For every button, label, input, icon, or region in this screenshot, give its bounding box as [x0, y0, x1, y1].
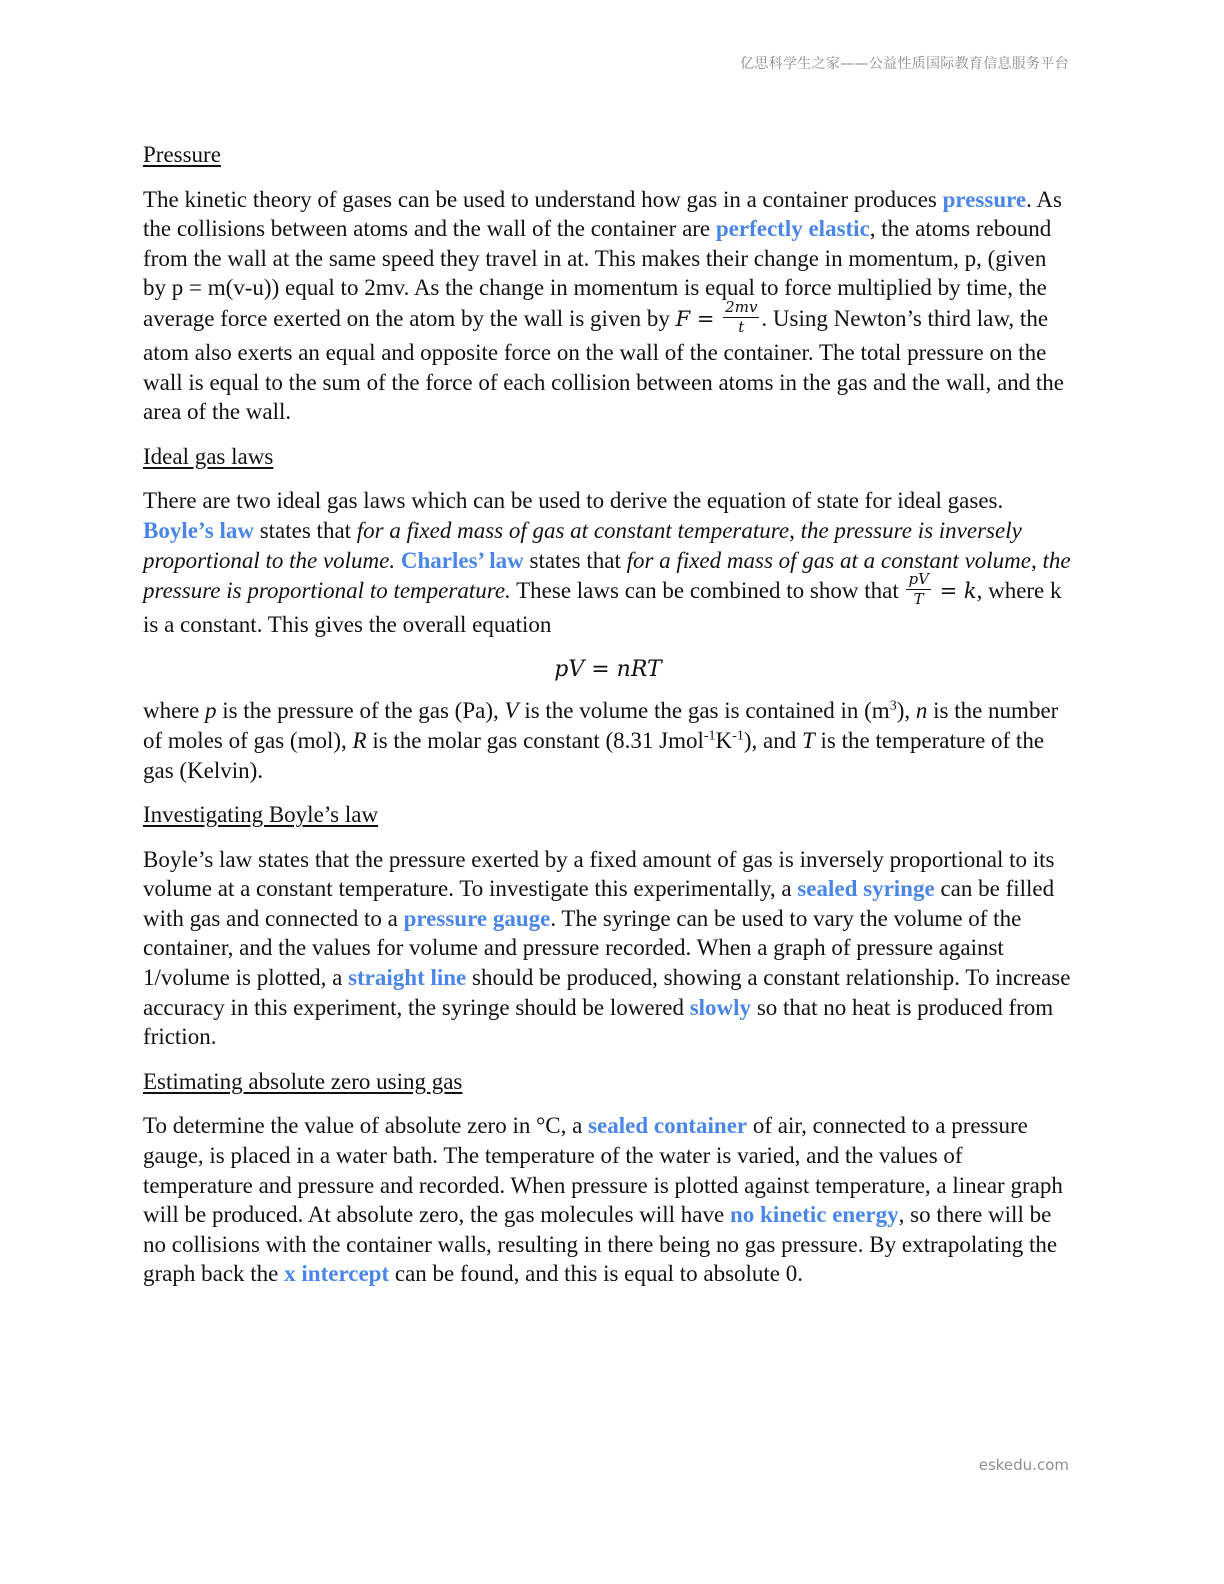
heading-pressure: Pressure: [143, 142, 221, 167]
keyword-charles-law: Charles’ law: [400, 547, 524, 573]
force-equation-lhs: F =: [675, 306, 722, 331]
keyword-x-intercept: x intercept: [284, 1261, 390, 1287]
keyword-sealed-syringe: sealed syringe: [797, 876, 935, 902]
keyword-boyles-law: Boyle’s law: [143, 517, 254, 543]
document-body: [143, 140, 1073, 1304]
paragraph-variables: where p is the pressure of the gas (Pa), V is the volume the gas is contained in $(m^3)$, n is the number of moles of gas (mol), R is the molar gas constant (8.31 $Jmol^{-1}K^{-1}$), and T is the temperature of the gas (Kelvin).: [143, 698, 1059, 783]
paragraph-pressure: The kinetic theory of gases can be used to understand how gas in a container produces pressure. As the collisions between atoms and the wall of the container are perfectly elastic, the atoms rebound from the wall at the same speed they travel in at. This makes their change in momentum, p, (given by p = m(v-u)) equal to 2mv. As the change in momentum is equal to force multiplied by time, the average force exerted on the atom by the wall is given by F = $\frac{2mv}{t}$ . Using Newton’s third law, the atom also exerts an equal and opposite force on the wall of the container. The total pressure on the wall is equal to the sum of the force of each collision between atoms in the gas and the wall, and the area of the wall.: [143, 186, 1064, 425]
heading-investigating-boyles-law: Investigating Boyle’s law: [143, 802, 379, 828]
heading-absolute-zero: Estimating absolute zero using gas: [143, 1068, 463, 1094]
keyword-pressure-gauge: pressure gauge: [403, 905, 551, 931]
keyword-straight-line: straight line: [348, 965, 467, 991]
constant-k: = k: [932, 578, 977, 603]
keyword-pressure: pressure: [942, 186, 1027, 212]
paragraph-boyles-law: Boyle’s law states that the pressure exerted by a fixed amount of gas is inversely proportional to its volume at a constant temperature. To investigate this experimentally, a sealed syringe can be filled with gas and connected to a pressure gauge. The syringe can be used to vary the volume of the container, and the values for volume and pressure recorded. When a graph of pressure against 1/volume is plotted, a straight line should be produced, showing a constant relationship. To increase accuracy in this experiment, the syringe should be lowered slowly so that no heat is produced from friction.: [143, 846, 1071, 1050]
paragraph-ideal-gas-laws: There are two ideal gas laws which can be used to derive the equation of state for ideal gases. Boyle’s law states that for a fixed mass of gas at constant temperature, the pressure is inversely proportional to the volume. Charles’ law states that for a fixed mass of gas at a constant volume, the pressure is proportional to temperature. These laws can be combined to show that $\frac{pV}{T}$ = k, where k is a constant. This gives the overall equation: [143, 488, 1071, 638]
pv-over-t-fraction: $\frac{pV}{T}$: [908, 570, 929, 609]
paragraph-absolute-zero: To determine the value of absolute zero in °C, a sealed container of air, connected to a pressure gauge, is placed in a water bath. The temperature of the water is varied, and the values of temperature and pressure and recorded. When pressure is plotted against temperature, a linear graph will be produced. At absolute zero, the gas molecules will have no kinetic energy, so there will be no collisions with the container walls, resulting in there being no gas pressure. By extrapolating the graph back the x intercept can be found, and this is equal to absolute 0.: [143, 1113, 1063, 1287]
keyword-perfectly-elastic: perfectly elastic: [715, 216, 870, 242]
page-footer: eskedu.com: [978, 1456, 1069, 1474]
ideal-gas-equation: pV = nRT: [554, 656, 662, 682]
heading-ideal-gas-laws: Ideal gas laws: [143, 443, 274, 469]
force-fraction: $\frac{2mv}{t}$: [725, 297, 758, 336]
keyword-no-kinetic-energy: no kinetic energy: [729, 1202, 899, 1228]
keyword-sealed-container: sealed container: [588, 1113, 748, 1139]
page-header: 亿思科学生之家——公益性质国际教育信息服务平台: [740, 56, 1069, 72]
keyword-slowly: slowly: [689, 994, 752, 1020]
